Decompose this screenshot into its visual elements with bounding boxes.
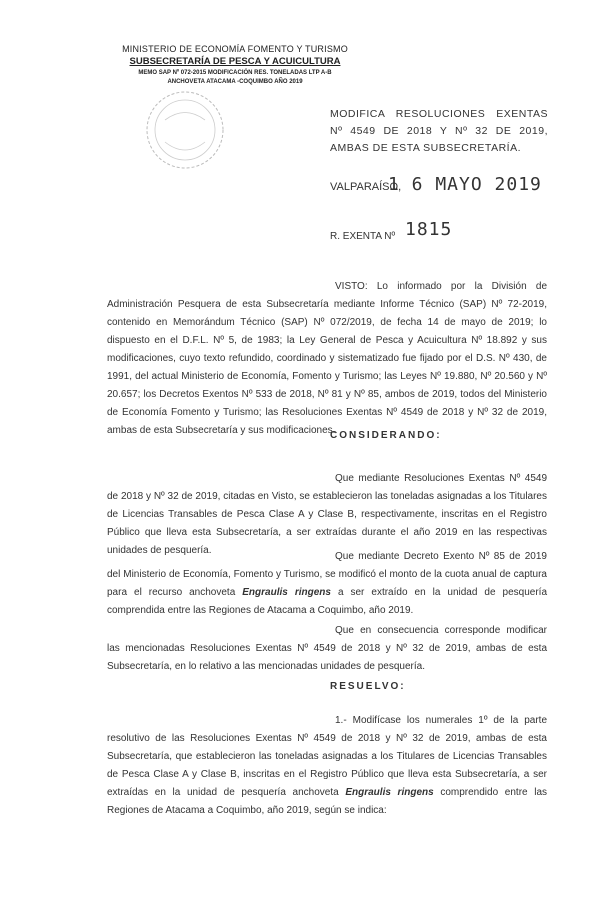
place-label: VALPARAÍSO, bbox=[330, 181, 402, 193]
resuelvo-heading: RESUELVO: bbox=[330, 681, 406, 692]
resuelvo-p1-text-end: comprendido entre las Regiones de Atacama a Coquimbo, año 2019, según se indica: bbox=[107, 787, 548, 816]
considerando-paragraph-3: Que en consecuencia corresponde modificar las mencionadas Resoluciones Exentas Nº 4549 de 2018 y Nº 32 de 2019, ambas de esta Subsecretaría, en lo relativo a las mencionadas unidades de pesquería. bbox=[107, 625, 547, 672]
memo-subject: ANCHOVETA ATACAMA -COQUIMBO AÑO 2019 bbox=[167, 79, 303, 85]
visto-lead: VISTO: bbox=[335, 281, 368, 292]
stamp-seal-icon bbox=[135, 80, 235, 175]
considerando-p2-text-end: a ser extraído en la unidad de pesquería comprendida entre las Regiones de Atacama a Coquimbo, año 2019. bbox=[107, 587, 548, 616]
ministry-title: MINISTERIO DE ECONOMÍA FOMENTO Y TURISMO bbox=[122, 44, 348, 54]
visto-paragraph bbox=[107, 278, 547, 440]
memo-reference: MEMO SAP Nº 072-2015 MODIFICACIÓN RES. TONELADAS LTP A-B bbox=[138, 70, 332, 76]
subsecretaria-title: SUBSECRETARÍA DE PESCA Y ACUICULTURA bbox=[129, 56, 341, 67]
resolution-number: 1815 bbox=[405, 219, 453, 240]
considerando-paragraph-1: Que mediante Resoluciones Exentas Nº 4549 de 2018 y Nº 32 de 2019, citadas en Visto, se establecieron las toneladas asignadas a los Titulares de Licencias Transables de Pesca Clase A y Clase B, respectivamente, inscritas en el Registro Público que lleva esta Subsecretaría, a ser extraídas durante el año 2019 en las respectivas unidades de pesquería. bbox=[107, 473, 547, 556]
considerando-heading: CONSIDERANDO: bbox=[330, 430, 442, 441]
considerando-paragraph-2 bbox=[107, 548, 547, 620]
considerando-p2-text: Que mediante Decreto Exento Nº 85 de 2019 del Ministerio de Economía, Fomento y Turismo, se modificó el monto de la cuota anual de captura para el recurso anchoveta bbox=[107, 551, 547, 598]
resuelvo-p1-text: 1.- Modifícase los numerales 1º de la parte resolutivo de las Resoluciones Exentas Nº 4549 de 2018 y Nº 32 de 2019, ambas de esta Subsecretaría, que establecieron las toneladas asignadas a los Titulares de Licencias Transables de Pesca Clase A y Clase B, inscritas en el Registro Público que lleva esta Subsecretaría, a ser extraídas en la unidad de pesquería anchoveta bbox=[107, 715, 547, 798]
document-subject: MODIFICA RESOLUCIONES EXENTAS Nº 4549 DE 2018 Y Nº 32 DE 2019, AMBAS DE ESTA SUBSECRETARÍA. bbox=[330, 108, 548, 154]
species-name: Engraulis ringens bbox=[345, 787, 434, 798]
visto-text: Lo informado por la División de Administración Pesquera de esta Subsecretaría mediante Informe Técnico (SAP) Nº 72-2019, contenido en Memorándum Técnico (SAP) Nº 072/2019, de fecha 14 de mayo de 2019; lo dispuesto en el D.F.L. Nº 5, de 1983; la Ley General de Pesca y Acuicultura Nº 18.892 y sus modificaciones, cuyo texto refundido, coordinado y sistematizado fue fijado por el D.S. Nº 430, de 1991, del actual Ministerio de Economía, Fomento y Turismo; las Leyes Nº 19.880, Nº 20.560 y Nº 20.657; los Decretos Exentos Nº 533 de 2018, Nº 81 y Nº 85, ambos de 2019, todos del Ministerio de Economía Fomento y Turismo; las Resoluciones Exentas Nº 4549 de 2018 y Nº 32 de 2019, ambas de esta Subsecretaría y sus modificaciones. bbox=[107, 281, 548, 436]
resolution-label: R. EXENTA Nº bbox=[330, 231, 396, 242]
resuelvo-paragraph-1 bbox=[107, 712, 547, 820]
species-name: Engraulis ringens bbox=[242, 587, 331, 598]
date-stamp: 1 6 MAYO 2019 bbox=[388, 174, 542, 195]
